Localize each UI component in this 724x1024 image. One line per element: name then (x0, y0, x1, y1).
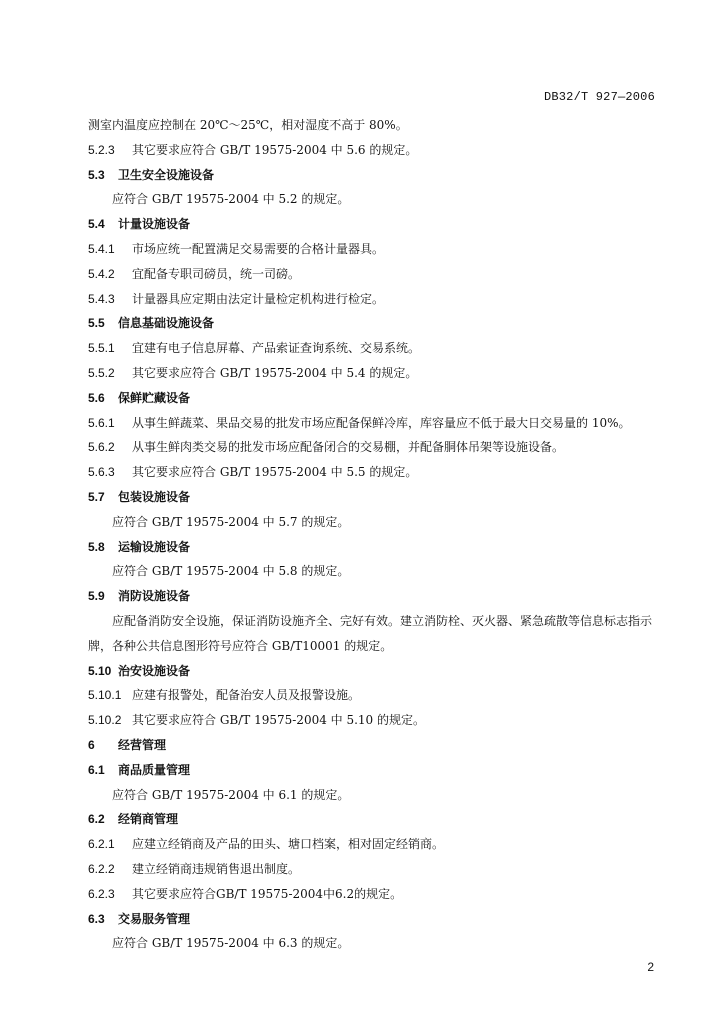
section-heading (88, 758, 664, 783)
paragraph-text: 应符合 GB/T 19575-2004 中 6.3 的规定。 (112, 936, 350, 951)
section-number: 6 (88, 737, 95, 752)
section-number: 5.3 (88, 167, 105, 182)
paragraph-text: 应符合 GB/T 19575-2004 中 5.8 的规定。 (112, 564, 350, 579)
clause-line (88, 857, 664, 882)
section-heading (88, 212, 664, 237)
section-title: 运输设施设备 (118, 539, 191, 554)
section-number: 5.4 (88, 217, 105, 232)
clause-number: 6.2.1 (88, 837, 115, 852)
clause-text: 计量器具应定期由法定计量检定机构进行检定。 (132, 291, 385, 306)
clause-number: 6.2.2 (88, 861, 115, 876)
document-code-header: DB32/T 927—2006 (543, 90, 655, 104)
clause-number: 5.4.1 (88, 241, 115, 256)
clause-text: 其它要求应符合 GB/T 19575-2004 中 5.6 的规定。 (132, 142, 418, 157)
paragraph-text: 应配备消防安全设施，保证消防设施齐全、完好有效。建立消防栓、灭火器、紧急疏散等信息标志指示牌，各种公共信息图形符号应符合 GB/T10001 的规定。 (88, 613, 653, 653)
clause-number: 5.6.1 (88, 415, 115, 430)
section-title: 计量设施设备 (118, 217, 191, 232)
section-heading (88, 311, 664, 336)
clause-number: 5.5.2 (88, 365, 115, 380)
clause-number: 5.5.1 (88, 341, 115, 356)
clause-line (88, 237, 664, 262)
clause-line (88, 882, 664, 907)
section-title: 卫生安全设施设备 (118, 167, 215, 182)
clause-line (88, 287, 664, 312)
section-title: 交易服务管理 (118, 911, 191, 926)
clause-number: 5.6.3 (88, 465, 115, 480)
clause-text: 宜配备专职司磅员，统一司磅。 (132, 266, 301, 281)
section-title: 保鲜贮藏设备 (118, 390, 191, 405)
section-heading (88, 485, 664, 510)
clause-line (88, 683, 664, 708)
clause-line (88, 460, 664, 485)
section-number: 6.3 (88, 911, 105, 926)
section-title: 治安设施设备 (118, 663, 191, 678)
clause-line (88, 435, 664, 460)
clause-text: 其它要求应符合GB/T 19575-2004中6.2的规定。 (132, 886, 403, 901)
section-number: 5.5 (88, 316, 105, 331)
section-heading (88, 807, 664, 832)
paragraph-text: 应符合 GB/T 19575-2004 中 5.2 的规定。 (112, 192, 350, 207)
clause-line (88, 411, 664, 436)
section-number: 5.6 (88, 390, 105, 405)
section-heading (88, 659, 664, 684)
clause-text: 其它要求应符合 GB/T 19575-2004 中 5.5 的规定。 (132, 465, 418, 480)
section-title: 消防设施设备 (118, 589, 191, 604)
section-heading (88, 907, 664, 932)
clause-text: 宜建有电子信息屏幕、产品索证查询系统、交易系统。 (132, 341, 421, 356)
clause-text: 其它要求应符合 GB/T 19575-2004 中 5.10 的规定。 (132, 713, 426, 728)
section-title: 经销商管理 (118, 812, 179, 827)
clause-line (88, 361, 664, 386)
clause-line (88, 262, 664, 287)
clause-number: 5.4.3 (88, 291, 115, 306)
clause-line (88, 708, 664, 733)
clause-line (88, 138, 664, 163)
section-title: 经营管理 (118, 737, 167, 752)
section-heading (88, 386, 664, 411)
clause-text: 其它要求应符合 GB/T 19575-2004 中 5.4 的规定。 (132, 365, 418, 380)
paragraph-text: 应符合 GB/T 19575-2004 中 6.1 的规定。 (112, 787, 350, 802)
clause-text: 应建有报警处，配备治安人员及报警设施。 (132, 688, 361, 703)
section-heading (88, 163, 664, 188)
clause-number: 5.10.2 (88, 713, 122, 728)
section-title: 包装设施设备 (118, 489, 191, 504)
clause-number: 5.6.2 (88, 440, 115, 455)
clause-text: 从事生鲜肉类交易的批发市场应配备闭合的交易棚，并配备胴体吊架等设施设备。 (132, 440, 565, 455)
clause-text: 建立经销商违规销售退出制度。 (132, 861, 301, 876)
page-number: 2 (647, 960, 654, 974)
clause-number: 5.2.3 (88, 142, 115, 157)
section-number: 5.8 (88, 539, 105, 554)
clause-number: 5.4.2 (88, 266, 115, 281)
section-number: 5.9 (88, 589, 105, 604)
section-number: 6.1 (88, 762, 105, 777)
continued-text: 测室内温度应控制在 20℃～25℃，相对湿度不高于 80%。 (88, 118, 408, 132)
section-number: 5.10 (88, 663, 112, 678)
clause-text: 从事生鲜蔬菜、果品交易的批发市场应配备保鲜冷库，库容量应不低于最大日交易量的 10%。 (132, 415, 631, 430)
section-heading (88, 733, 664, 758)
section-number: 6.2 (88, 812, 105, 827)
section-heading (88, 535, 664, 560)
clause-text: 市场应统一配置满足交易需要的合格计量器具。 (132, 241, 385, 256)
clause-text: 应建立经销商及产品的田头、塘口档案，相对固定经销商。 (132, 837, 445, 852)
clause-line (88, 336, 664, 361)
document-body (88, 113, 664, 956)
section-title: 信息基础设施设备 (118, 316, 215, 331)
paragraph-text: 应符合 GB/T 19575-2004 中 5.7 的规定。 (112, 514, 350, 529)
section-heading (88, 584, 664, 609)
section-number: 5.7 (88, 489, 105, 504)
clause-number: 5.10.1 (88, 688, 122, 703)
section-title: 商品质量管理 (118, 762, 191, 777)
clause-number: 6.2.3 (88, 886, 115, 901)
clause-line (88, 832, 664, 857)
